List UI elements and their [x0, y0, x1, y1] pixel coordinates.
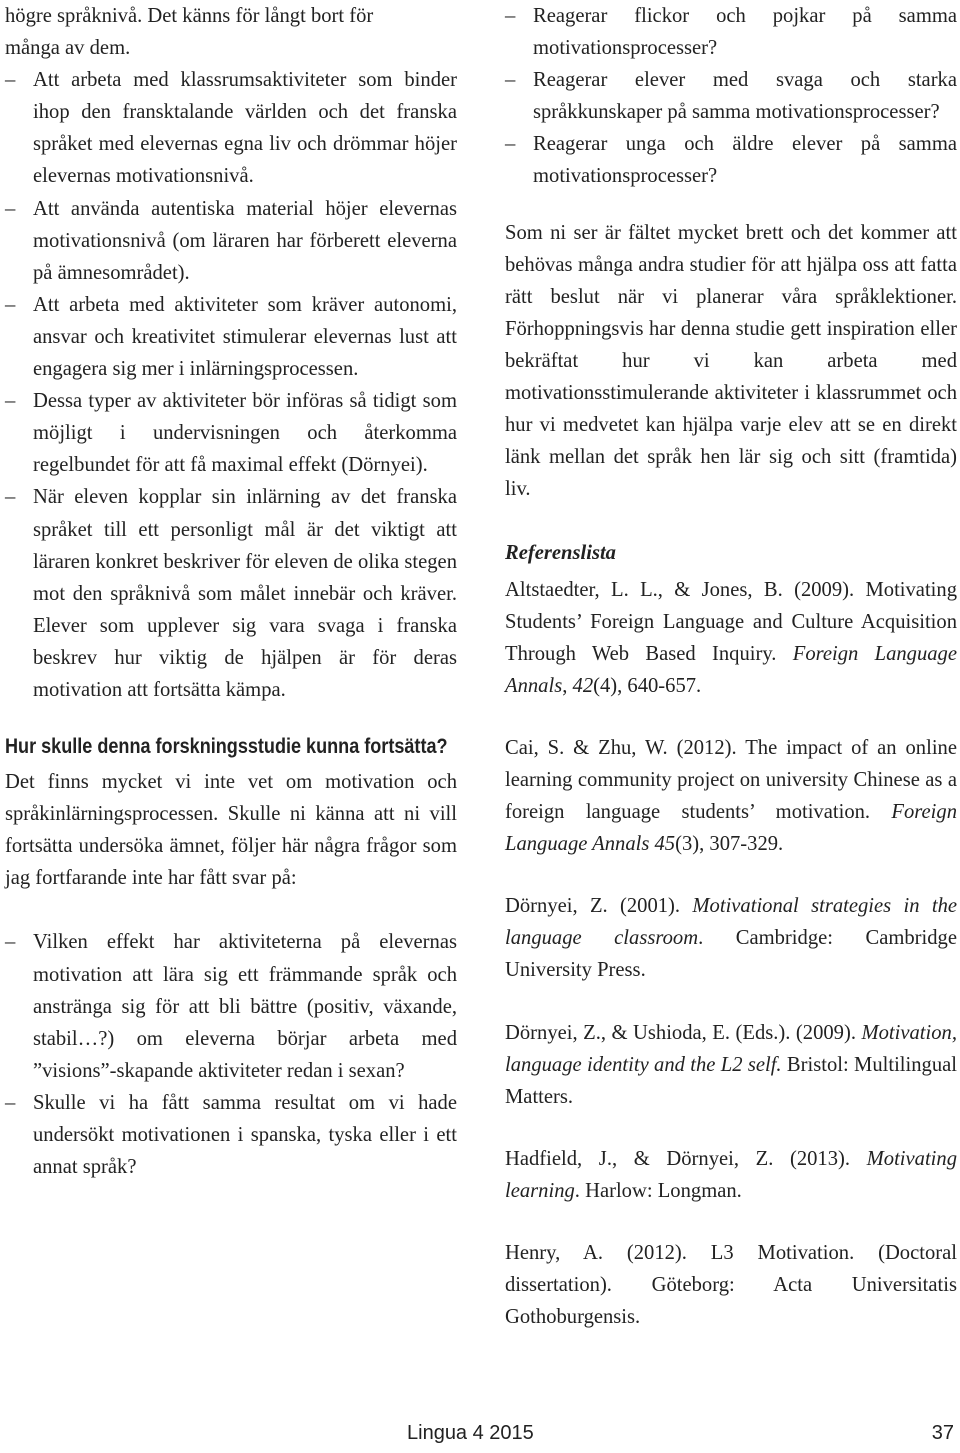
- list-item: – Att använda autentiska material höjer elevernas motivationsnivå (om läraren har förberett eleverna på ämnesområdet).: [5, 197, 457, 284]
- journal-name: Lingua 4 2015: [407, 1422, 534, 1444]
- list-item: – Vilken effekt har aktiviteterna på elevernas motivation att lära sig ett främmande språk och anstränga sig för att bli bättre (positiv, växande, stabil…?) om eleverna börjar arbeta med ”visions”-skapande aktiviteter redan i sexan?: [5, 931, 457, 1082]
- list-item: – Att arbeta med klassrumsaktiviteter som binder ihop den fransktalande världen och det franska språket med elevernas egna liv och drömmar höjer elevernas motivationsnivå.: [5, 69, 457, 188]
- left-column: [5, 0, 457, 1183]
- list-item: – Dessa typer av aktiviteter bör införas så tidigt som möjligt i undervisningen och återkomma regelbundet för att få maximal effekt (Dörnyei).: [5, 390, 457, 477]
- right-column: [505, 0, 957, 1363]
- list-item: – Att arbeta med aktiviteter som kräver autonomi, ansvar och kreativitet stimulerar elevernas lust att engagera sig mer i inlärningsprocessen.: [5, 293, 457, 381]
- list-item: – När eleven kopplar sin inlärning av det franska språket till ett personligt mål är det viktigt att läraren konkret beskriver för eleven de olika stegen mot den språknivå som målet innebär och kräver. Elever som upplever sig vara svaga i franska beskrev hur viktig de hjälpen är för deras motivation att fortsätta kämpa.: [5, 486, 457, 701]
- reference-item: Dörnyei, Z., & Ushioda, E. (Eds.). (2009). Motivation, language identity and the L2 self. Bristol: Multilingual Matters.: [505, 1021, 957, 1108]
- reference-item: Henry, A. (2012). L3 Motivation. (Doctoral dissertation). Göteborg: Acta Universitatis Gothoburgensis.: [505, 1242, 957, 1329]
- reference-list: [505, 574, 957, 1334]
- list-item: – Reagerar unga och äldre elever på samma motivationsprocesser?: [505, 133, 957, 188]
- page-footer: [0, 1422, 960, 1453]
- list-item: – Reagerar elever med svaga och starka språkkunskaper på samma motivationsprocesser?: [505, 69, 957, 124]
- section-heading: Hur skulle denna forskningsstudie kunna fortsätta?: [5, 735, 448, 759]
- body-paragraph: Som ni ser är fältet mycket brett och det kommer att behövas många andra studier för att hjälpa oss att fatta rätt beslut när vi planerar våra språklektioner. Förhoppningsvis har denna studie gett inspiration eller bekräftat hur vi kan arbeta med motivationsstimulerande aktiviteter i klassrummet och hur vi medvetet kan hjälpa varje elev att se en direkt länk mellan det språk hen lär sig och sitt (framtida) liv.: [505, 221, 957, 501]
- reference-item: Hadfield, J., & Dörnyei, Z. (2013). Motivating learning. Harlow: Longman.: [505, 1147, 957, 1202]
- reference-item: Altstaedter, L. L., & Jones, B. (2009). Motivating Students’ Foreign Language and Culture Acquisition Through Web Based Inquiry. Foreign Language Annals, 42(4), 640-657.: [505, 578, 957, 697]
- list-item: – Reagerar flickor och pojkar på samma motivationsprocesser?: [505, 5, 957, 60]
- reference-item: Dörnyei, Z. (2001). Motivational strategies in the language classroom. Cambridge: Cambridge University Press.: [505, 895, 958, 982]
- reference-item: Cai, S. & Zhu, W. (2012). The impact of an online learning community project on university Chinese as a foreign language students’ motivation. Foreign Language Annals 45(3), 307-329.: [505, 736, 957, 856]
- page-number: 37: [931, 1422, 954, 1444]
- list-item: – Skulle vi ha fått samma resultat om vi hade undersökt motivationen i spanska, tyska eller i ett annat språk?: [5, 1091, 457, 1179]
- body-paragraph: Det finns mycket vi inte vet om motivation och språkinlärningsprocessen. Skulle ni känna att ni vill fortsätta undersöka ämnet, följer här några frågor som jag fortfarande inte har fått svar på:: [5, 771, 457, 890]
- intro-text: högre språknivå. Det känns för långt bort för många av dem.: [5, 5, 374, 60]
- reference-heading: Referenslista: [505, 542, 616, 565]
